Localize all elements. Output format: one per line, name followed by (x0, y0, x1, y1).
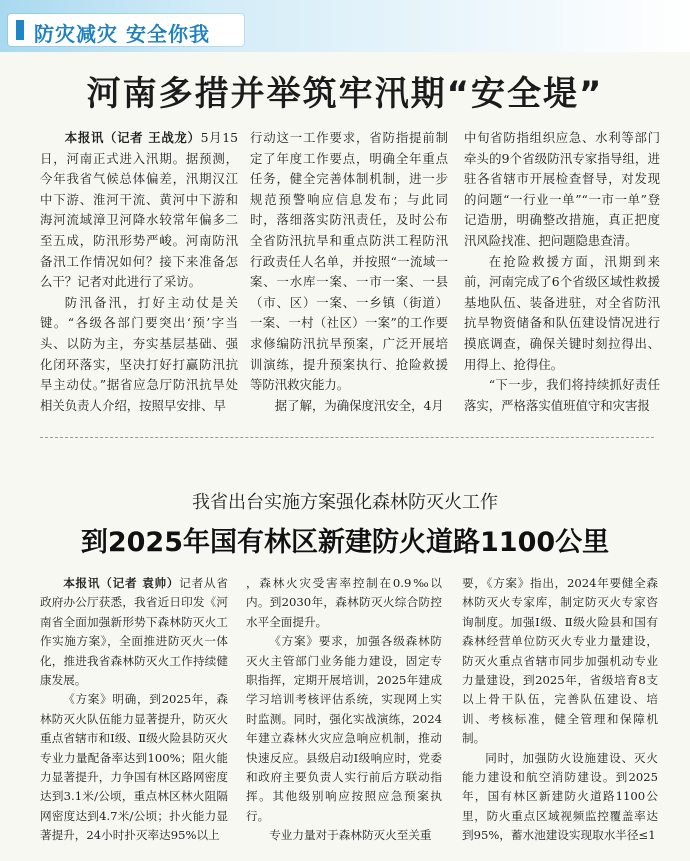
article2-column-3 (462, 574, 658, 848)
article2-paragraph-text: 《方案》明确，到2025年，森林防灭火队伍能力显著提升，防灭火重点省辖市和Ⅰ级、Ⅱ级火险县防灭火专业力量配备率达到100%；阻火能力显著提升，力争国有林区路网密度达到3.1米/公顷，重点林区林火阻隔网密度达到4.7米/公顷；扑火能力显著提升，24小时扑灭率达95%以上 (40, 692, 228, 843)
article1-paragraph (464, 128, 660, 252)
banner-accent-bar (16, 20, 24, 40)
article2-paragraph (246, 632, 442, 826)
article2-subheadline: 我省出台实施方案强化森林防灭火工作 (192, 492, 498, 513)
article1-paragraph-text: 中旬省防指组织应急、水利等部门牵头的9个省级防汛专家指导组，进驻各省辖市开展检查督导，对发现的问题“一行业一单”“一市一单”登记造册，明确整改措施，真正把度汛风险找准、把问题隐患查清。 (464, 130, 660, 248)
article2-paragraph-text: 专业力量对于森林防灭火至关重 (269, 828, 432, 843)
section-banner (0, 0, 690, 52)
article2-paragraph (246, 574, 442, 632)
article1-column-1 (40, 128, 238, 430)
article1-byline: 本报讯（记者 王战龙） (64, 130, 201, 145)
article1-paragraph (250, 396, 448, 417)
article1-paragraph-text: 防汛备汛，打好主动仗是关键。“各级各部门要突出‘预’字当头、以防为主，夯实基层基础、强化闭环落实，坚决打好打赢防汛抗旱主动仗。”据省应急厅防汛抗旱处相关负责人介绍，按照早安排、早 (40, 294, 238, 413)
article1-column-2 (250, 128, 448, 430)
article1-column-3 (464, 128, 660, 430)
article2-headline: 到2025年国有林区新建防火道路1100公里 (80, 527, 610, 558)
article2-paragraph (246, 826, 442, 845)
article1-headline: 河南多措并举筑牢汛期“安全堤” (86, 74, 604, 114)
article1-paragraph (40, 293, 238, 417)
article2-paragraph (462, 749, 658, 846)
article1-paragraph (40, 128, 238, 293)
article1-paragraph (464, 252, 660, 376)
section-title: 防灾减灾 安全你我 (34, 22, 210, 46)
article1-paragraph-text: “下一步，我们将持续抓好责任落实，严格落实值班值守和灾害报 (464, 377, 660, 413)
article2-paragraph-text: 同时，加强防火设施建设、灭火能力建设和航空消防建设。到2025年，国有林区新建防火道路1100公里，防火重点区域视频监控覆盖率达到95%，蓄水池建设实现取水半径≤1 (462, 750, 658, 843)
article2-paragraph-text: 记者从省政府办公厅获悉，我省近日印发《河南省全面加强新形势下森林防灭火工作实施方案》，全面推进防灭火一体化，推进我省森林防灭火工作持续健康发展。 (40, 576, 228, 688)
article2-column-2 (246, 574, 442, 848)
article1-paragraph-text: 据了解，为确保度汛安全，4月 (274, 397, 444, 413)
article-divider (40, 437, 654, 438)
article1-paragraph-text: 行动这一工作要求，省防指提前制定了年度工作要点，明确全年重点任务，健全完善体制机制，进一步规范预警响应信息发布；与此同时，落细落实防汛责任，及时公布全省防汛抗旱和重点防洪工程防汛行政责任人名单，并按照“一流域一案、一水库一案、一市一案、一县（市、区）一案、一乡镇（街道）一案、一村（社区）一案”的工作要求修编防汛抗旱预案，广泛开展培训演练，提升预案执行、抢险救援等防汛救灾能力。 (250, 130, 448, 393)
article2-paragraph (40, 690, 228, 845)
article2-paragraph-text: ，森林火灾受害率控制在0.9‰以内。到2030年，森林防灭火综合防控水平全面提升。 (246, 576, 442, 629)
article2-paragraph-text: 要，《方案》指出，2024年要健全森林防灭火专家库，制定防灭火专家咨询制度。加强Ⅰ级、Ⅱ级火险县和国有森林经营单位防灭火专业力量建设，防灭火重点省辖市同步加强机动专业力量建设，到2025年，省级培育8支以上骨干队伍，完善队伍建设、培训、考核标准，健全管理和保障机制。 (462, 576, 658, 746)
article1-paragraph-text: 5月15日，河南正式进入汛期。据预测，今年我省气候总体偏差，汛期汉江中下游、淮河干流、黄河中下游和海河流域漳卫河降水较常年偏多二至五成，防汛形势严峻。河南防汛备汛工作情况如何？接下来准备怎么干？记者对此进行了采访。 (40, 130, 238, 290)
article2-column-1 (40, 574, 228, 848)
article2-paragraph (462, 574, 658, 749)
article2-byline: 本报讯（记者 袁帅） (63, 576, 180, 590)
article1-paragraph-text: 在抢险救援方面，汛期到来前，河南完成了6个省级区域性救援基地队伍、装备进驻，对全省防汛抗旱物资储备和队伍建设情况进行摸底调查，确保关键时刻拉得出、用得上、抢得住。 (464, 253, 660, 372)
article1-paragraph (464, 375, 660, 416)
article1-paragraph (250, 128, 448, 396)
article2-paragraph-text: 《方案》要求，加强各级森林防灭火主管部门业务能力建设，固定专职指挥，定期开展培训，2025年建成学习培训考核评估系统，实现网上实时监测。同时，强化实战演练，2024年建立森林火灾应急响应机制，推动快速反应。县级启动Ⅰ级响应时，党委和政府主要负责人实行前后方联动指挥。其他级别响应按照应急预案执行。 (246, 634, 442, 823)
article2-paragraph (40, 574, 228, 690)
